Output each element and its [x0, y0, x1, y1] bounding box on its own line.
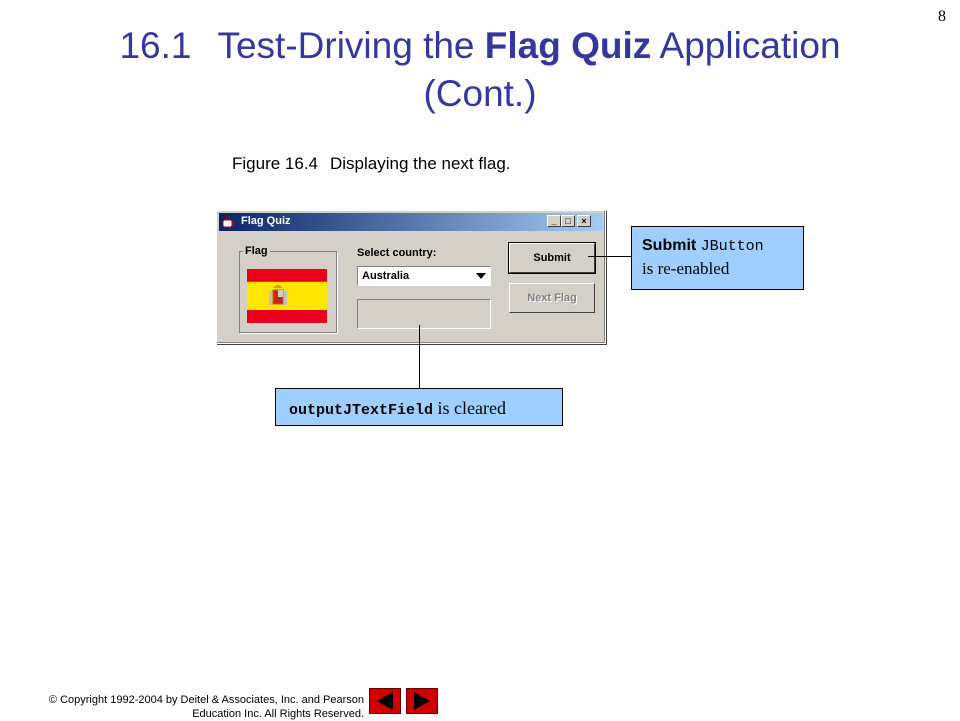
output-callout-mono: outputJTextField [289, 402, 434, 419]
select-country-label: Select country: [357, 247, 437, 259]
selected-country: Australia [362, 270, 410, 282]
previous-slide-button[interactable] [369, 688, 401, 714]
submit-button[interactable]: Submit [509, 243, 595, 273]
submit-callout [631, 226, 804, 290]
minimize-button[interactable]: _ [547, 215, 561, 227]
next-slide-button[interactable] [406, 688, 438, 714]
output-callout-text: is cleared [433, 398, 506, 418]
close-button[interactable]: × [577, 215, 591, 227]
flag-quiz-window [216, 210, 606, 344]
maximize-button[interactable]: □ [561, 215, 575, 227]
copyright-line-1: © Copyright 1992-2004 by Deitel & Associates, Inc. and Pearson [48, 694, 364, 706]
spain-flag-icon [247, 269, 327, 323]
output-text-field[interactable] [357, 299, 491, 329]
flag-group-label: Flag [245, 245, 268, 257]
title-suffix: Application [651, 25, 841, 66]
java-cup-icon [222, 215, 236, 229]
copyright-line-2: Education Inc. All Rights Reserved. [192, 708, 364, 720]
left-arrow-icon [370, 689, 400, 713]
title-line2: (Cont.) [423, 73, 537, 114]
output-callout [275, 388, 563, 426]
figure-caption [232, 154, 511, 174]
country-combo-box[interactable] [357, 266, 491, 286]
section-number: 16.1 [119, 25, 192, 66]
copyright-notice [14, 693, 364, 721]
slide-number: 8 [938, 8, 946, 25]
title-app-name: Flag Quiz [484, 25, 652, 66]
submit-callout-text: is re-enabled [642, 259, 730, 278]
submit-callout-bold: Submit [642, 237, 697, 254]
next-flag-button[interactable]: Next Flag [509, 283, 595, 313]
output-callout-connector [419, 325, 420, 388]
title-prefix: Test-Driving the [217, 25, 485, 66]
dropdown-arrow-icon[interactable] [476, 273, 486, 279]
slide-title [60, 22, 900, 118]
figure-label: Figure 16.4 [232, 154, 318, 173]
submit-callout-mono: JButton [700, 238, 764, 255]
submit-callout-connector [588, 256, 632, 257]
window-title: Flag Quiz [241, 215, 291, 227]
right-arrow-icon [407, 689, 437, 713]
figure-text: Displaying the next flag. [330, 154, 511, 173]
window-titlebar[interactable] [219, 213, 603, 231]
